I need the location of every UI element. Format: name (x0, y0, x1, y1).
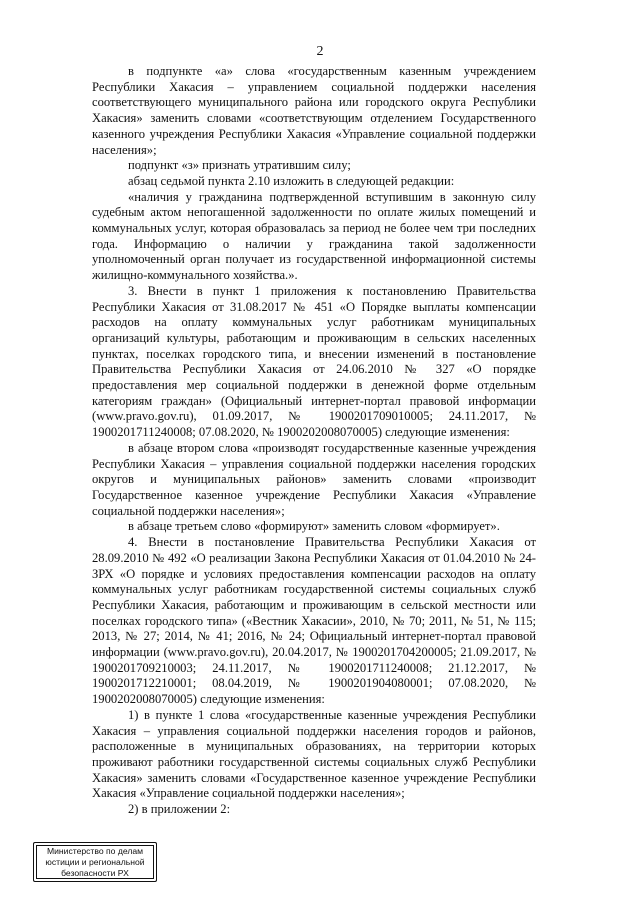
paragraph-subpoint-z: подпункт «з» признать утратившим силу; (128, 158, 351, 173)
paragraph-subitem-2: 2) в приложении 2: (128, 802, 231, 817)
paragraph-item-4: 4. Внести в постановление Правительства Республики Хакасия от 28.09.2010 № 492 «О реализации Закона Республики Хакасия от 01.04.2010 № 24-ЗРХ «О порядке и условиях предоставления компенсации расходов на оплату коммунальных услуг работникам государственной системы социальных служб Республики Хакасия, работающим и проживающим в сельской местности или поселках городского типа» («Вестник Хакасии», 2010, № 70; 2011, № 51, № 115; 2013, № 27; 2014, № 41; 2016, № 24; Официальный интернет-портал правовой информации (www.pravo.gov.ru), 20.04.2017, № 1900201704200005; 21.09.2017, № 1900201709210003; 24.11.2017, № 1900201711240008; 21.12.2017, № 1900201712210001; 08.04.2019, № 1900201904080001; 07.08.2020, № 1900202008070005) следующие изменения: (92, 535, 536, 707)
stamp-line-3: безопасности РХ (61, 867, 129, 878)
paragraph-subitem-1: 1) в пункте 1 слова «государственные казенные учреждения Республики Хакасия – управления социальной поддержки населения городов и районов, расположенные в муниципальных образованиях, на территории которых проживают работники государственной системы социальных служб Республики Хакасия» заменить словами «Государственное казенное учреждение Республики Хакасия «Управление социальной поддержки населения»; (92, 707, 536, 801)
paragraph-subpoint-a: в подпункте «а» слова «государственным казенным учреждением Республики Хакасия – управлением социальной поддержки населения соответствующего муниципального района или городского округа Республики Хакасия» заменить словами «соответствующим отделением Государственного казенного учреждения Республики Хакасия «Управление социальной поддержки населения»; (92, 64, 536, 157)
paragraph-quote-debt: «наличия у гражданина подтвержденной вступившим в законную силу судебным актом непогашенной задолженности по оплате жилых помещений и коммунальных услуг, которая образовалась за период не более чем три последних года. Информацию о наличии у гражданина такой задолженности уполномоченный орган получает из государственной информационной системы жилищно-коммунального хозяйства.». (92, 189, 536, 283)
stamp-line-1: Министерство по делам (46, 846, 144, 856)
paragraph-item-3: 3. Внести в пункт 1 приложения к постановлению Правительства Республики Хакасия от 31.08.2017 № 451 «О Порядке выплаты компенсации расходов на оплату коммунальных услуг работникам муниципальных организаций культуры, работающим и проживающим в сельских населенных пунктах, поселках городского типа, и внесении изменений в постановление Правительства Республики Хакасия от 24.06.2010 № 327 «О порядке предоставления мер социальной поддержки в денежной форме отдельным категориям граждан» (Официальный интернет-портал правовой информации (www.pravo.gov.ru), 01.09.2017, № 1900201709010005; 24.11.2017, № 1900201711240008; 07.08.2020, № 1900202008070005) следующие изменения: (92, 283, 536, 440)
paragraph-third-abzac: в абзаце третьем слово «формируют» заменить словом «формирует». (128, 519, 500, 534)
page-number: 2 (316, 44, 324, 59)
ministry-stamp (33, 842, 157, 882)
stamp-line-2: юстиции и региональной (45, 856, 145, 867)
paragraph-second-abzac: в абзаце втором слова «производят государственные казенные учреждения Республики Хакасия – управления социальной поддержки населения городских округов и муниципальных районов» заменить словами «производит Государственное казенное учреждение Республики Хакасия «Управление социальной поддержки населения»; (92, 440, 536, 518)
paragraph-abzac-seventh: абзац седьмой пункта 2.10 изложить в следующей редакции: (128, 173, 455, 188)
document-body (92, 64, 536, 818)
